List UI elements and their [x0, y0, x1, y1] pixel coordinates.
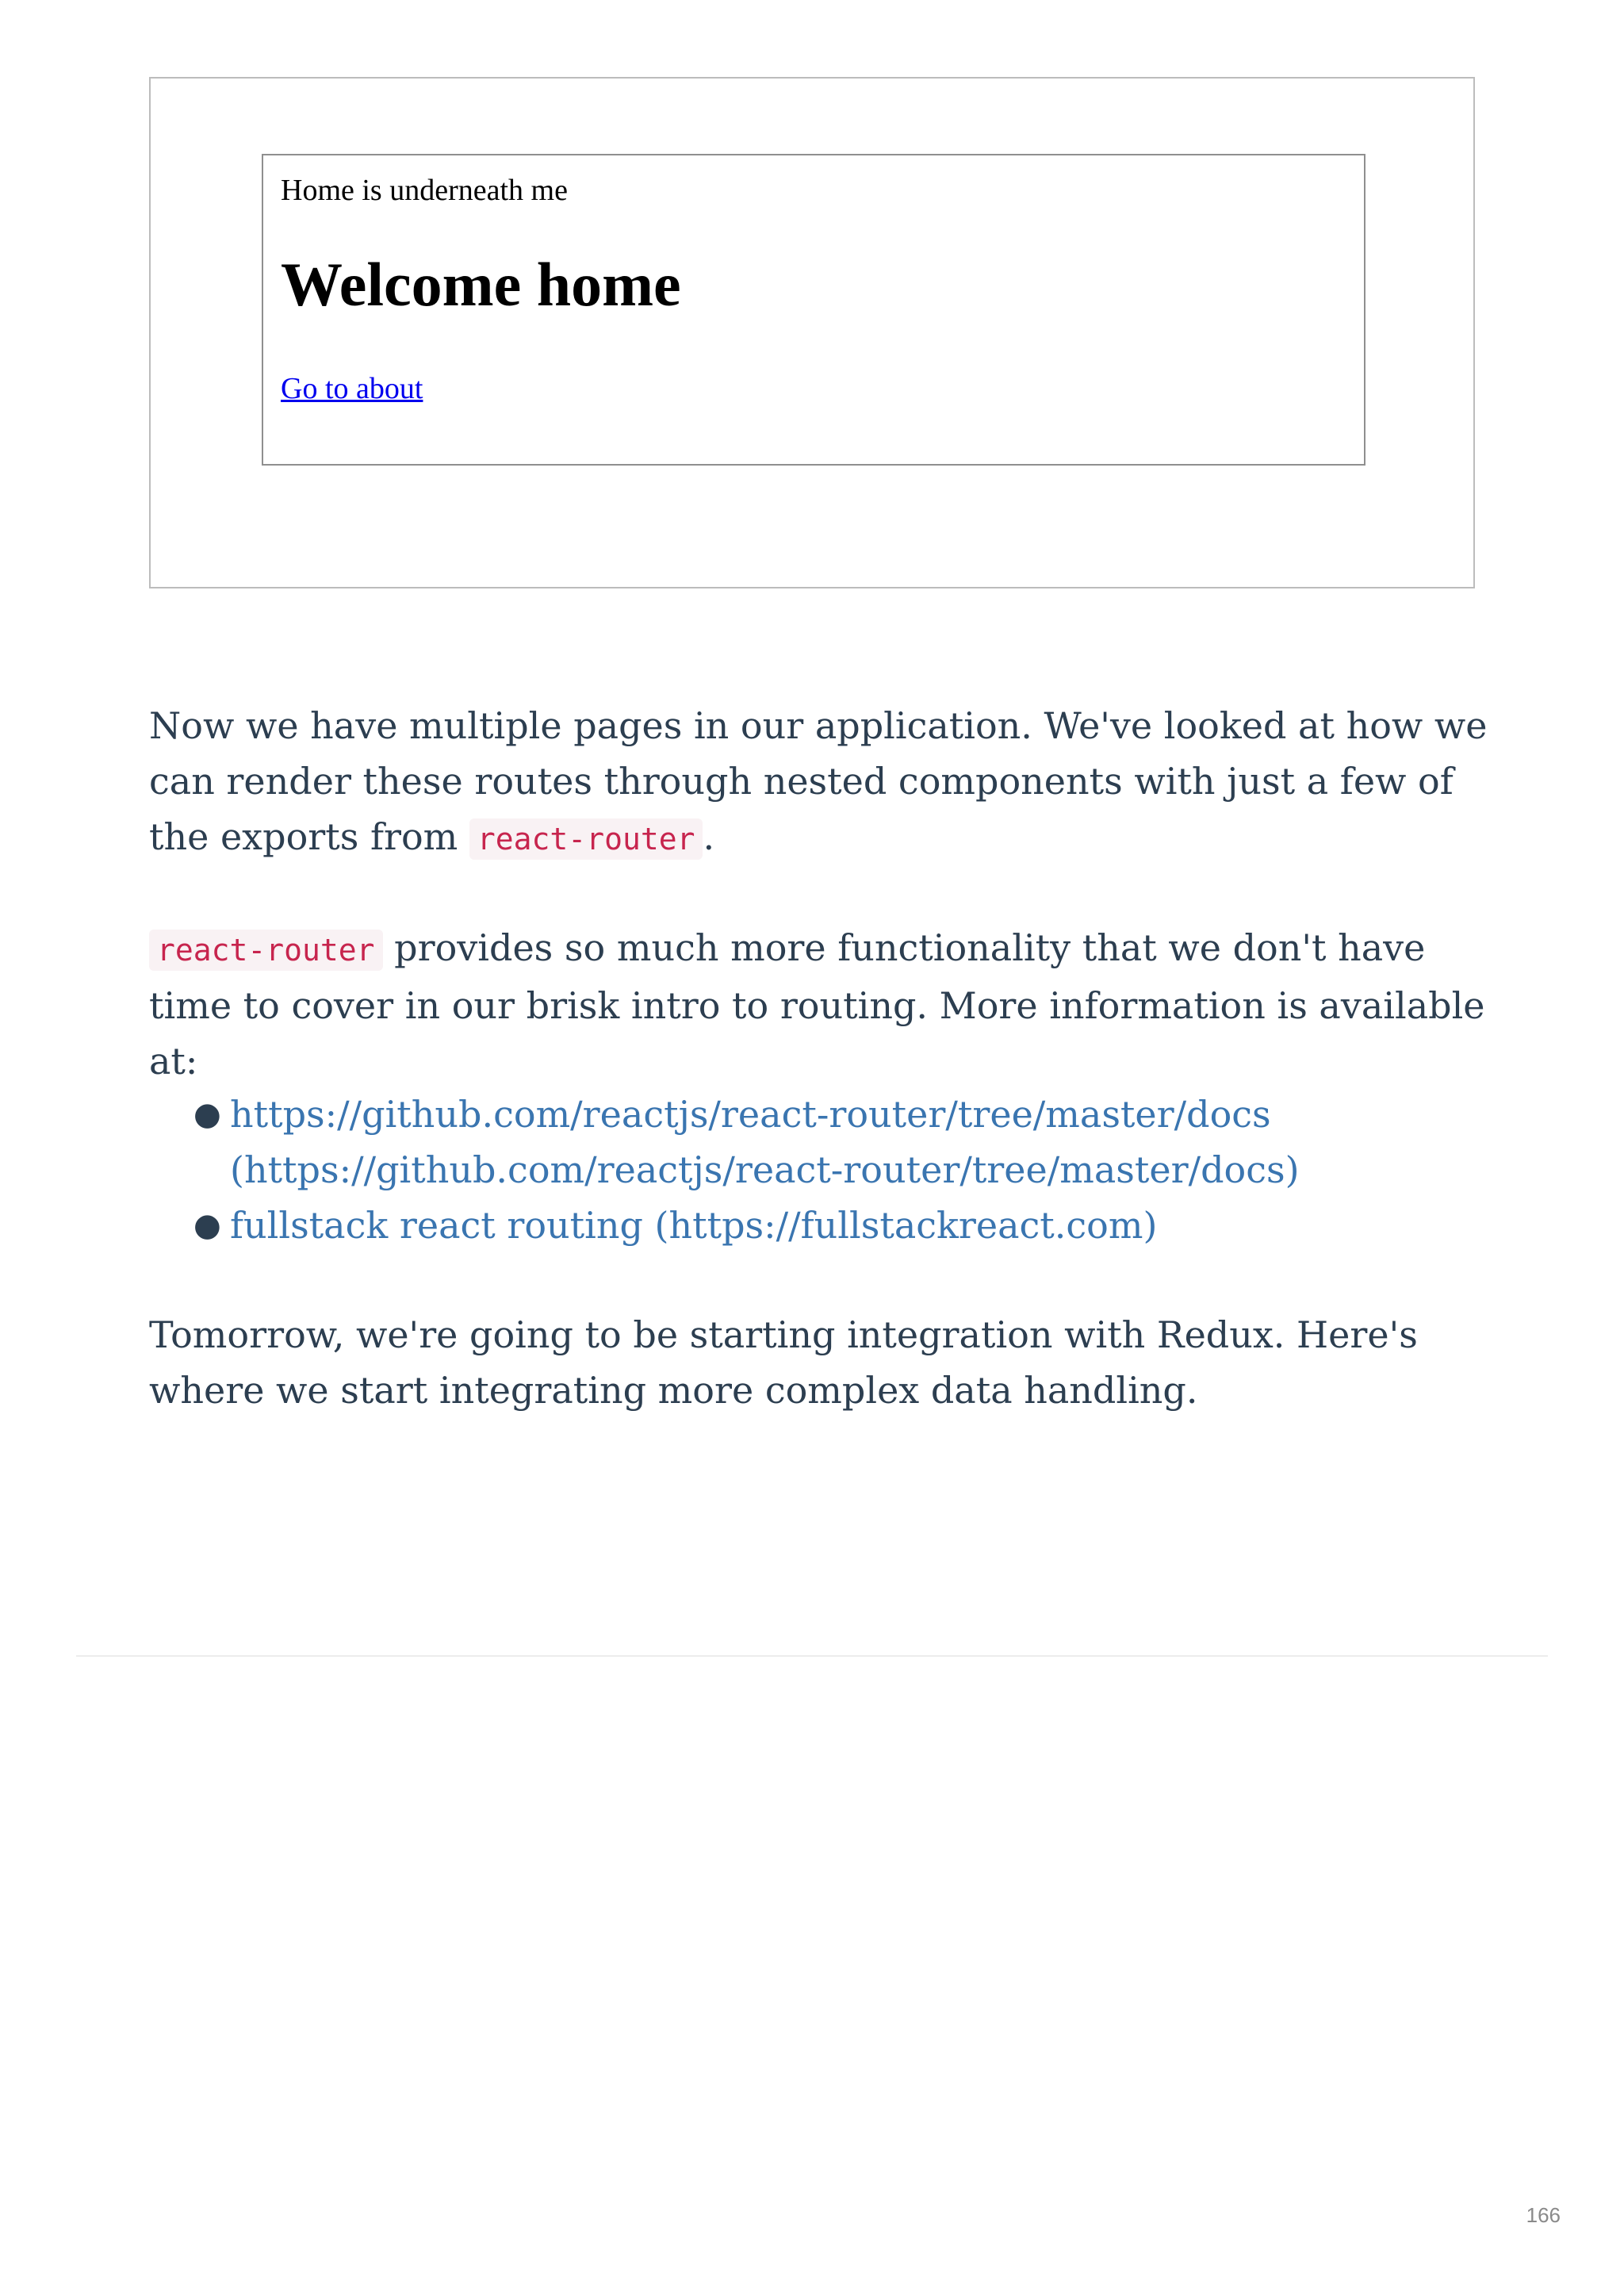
page-number: 166: [1526, 2203, 1561, 2227]
inline-code-react-router: react-router: [469, 818, 703, 860]
bullet-icon: ●: [193, 1096, 221, 1133]
list-item: [193, 1198, 1578, 1253]
inline-code-react-router: react-router: [149, 930, 383, 971]
demo-note-text: Home is underneath me: [281, 174, 568, 207]
paragraph-multiple-pages: [149, 698, 1497, 867]
section-divider: [76, 1655, 1548, 1657]
paragraph-more-functionality: [149, 920, 1497, 1089]
go-to-about-link[interactable]: Go to about: [281, 372, 423, 405]
demo-app-container: [262, 154, 1365, 466]
list-item: [193, 1087, 1578, 1198]
demo-heading: Welcome home: [281, 250, 681, 319]
paragraph-text: Now we have multiple pages in our application. We've looked at how we can render these routes through nested components with just a few of the exports from: [149, 704, 1488, 858]
bullet-icon: ●: [193, 1207, 221, 1244]
paragraph-tomorrow-redux: Tomorrow, we're going to be starting integration with Redux. Here's where we start integrating more complex data handling.: [149, 1313, 1418, 1412]
resource-links-list: [149, 1087, 1578, 1253]
demo-preview-frame: [149, 77, 1475, 588]
react-router-docs-link[interactable]: https://github.com/reactjs/react-router/tree/master/docs (https://github.com/reactjs/react-router/tree/master/docs): [230, 1093, 1300, 1191]
fullstack-react-routing-link[interactable]: fullstack react routing (https://fullstackreact.com): [230, 1204, 1158, 1247]
paragraph-text: provides so much more functionality that we don't have time to cover in our brisk intro to routing. More information is available at:: [149, 926, 1485, 1083]
paragraph-text-end: .: [703, 815, 715, 858]
